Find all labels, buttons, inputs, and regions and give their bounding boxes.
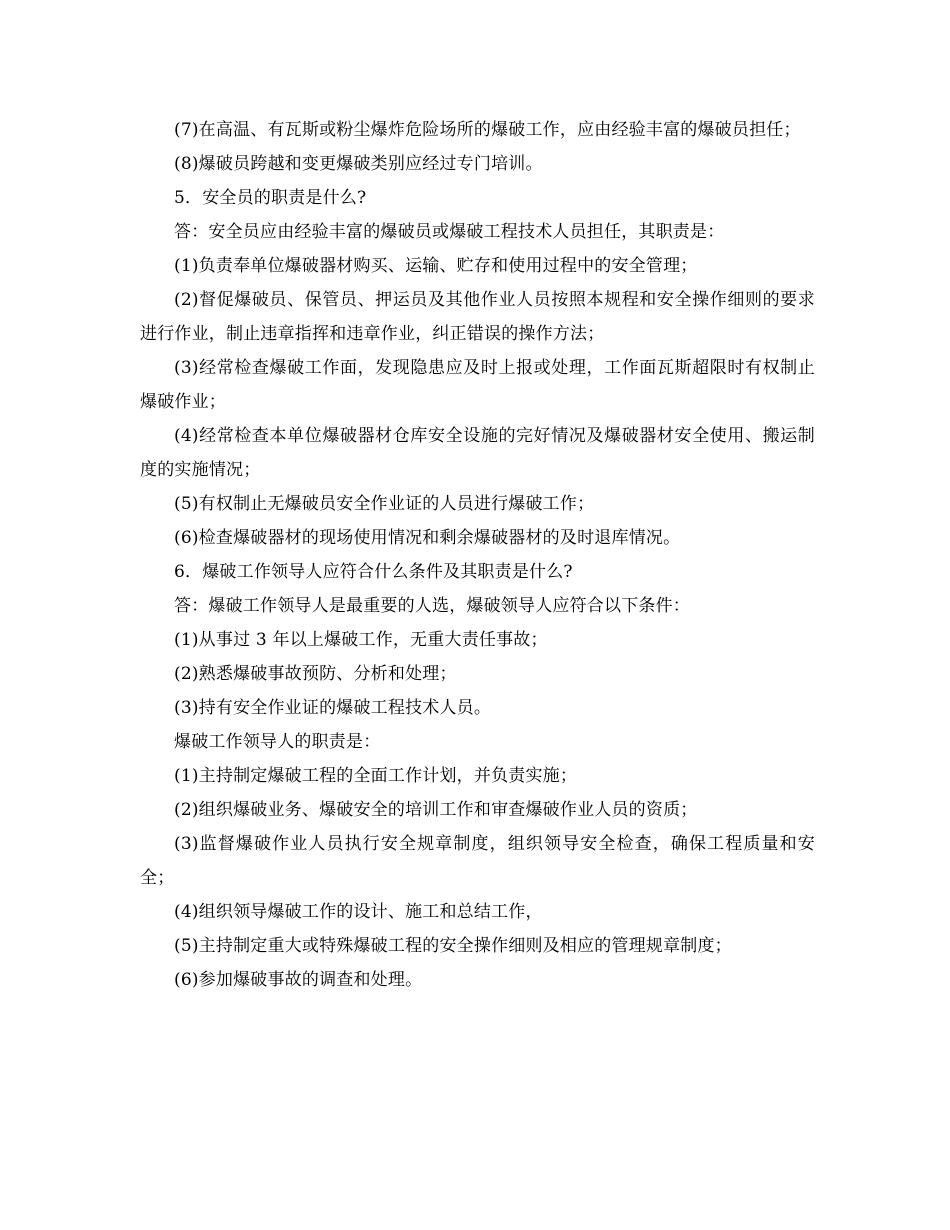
list-item: (4)经常检查本单位爆破器材仓库安全设施的完好情况及爆破器材安全使用、搬运制度的实施情况； xyxy=(140,426,815,480)
list-item: (2)熟悉爆破事故预防、分析和处理； xyxy=(174,664,457,684)
answer-intro: 答：安全员应由经验丰富的爆破员或爆破工程技术人员担任，其职责是： xyxy=(174,222,725,242)
list-item: (5)有权制止无爆破员安全作业证的人员进行爆破工作； xyxy=(174,494,595,514)
paragraph: (8)爆破员跨越和变更爆破类别应经过专门培训。 xyxy=(174,154,543,174)
question-heading: 6．爆破工作领导人应符合什么条件及其职责是什么? xyxy=(174,562,573,582)
list-item: (3)持有安全作业证的爆破工程技术人员。 xyxy=(174,698,492,718)
list-item: (2)督促爆破员、保管员、押运员及其他作业人员按照本规程和安全操作细则的要求进行作业，制止违章指挥和违章作业，纠正错误的操作方法； xyxy=(140,290,815,344)
list-item: (2)组织爆破业务、爆破安全的培训工作和审查爆破作业人员的资质； xyxy=(174,800,698,820)
answer-intro: 答：爆破工作领导人是最重要的人选，爆破领导人应符合以下条件： xyxy=(174,596,690,616)
section-intro: 爆破工作领导人的职责是： xyxy=(174,732,381,752)
document-body xyxy=(140,113,815,997)
list-item: (1)从事过 3 年以上爆破工作，无重大责任事故； xyxy=(174,630,548,650)
list-item: (1)主持制定爆破工程的全面工作计划，并负责实施； xyxy=(174,766,578,786)
list-item: (5)主持制定重大或特殊爆破工程的安全操作细则及相应的管理规章制度； xyxy=(174,936,732,956)
list-item: (3)经常检查爆破工作面，发现隐患应及时上报或处理，工作面瓦斯超限时有权制止爆破作业； xyxy=(140,358,815,412)
list-item: (3)监督爆破作业人员执行安全规章制度，组织领导安全检查，确保工程质量和安全； xyxy=(140,834,815,888)
list-item: (6)参加爆破事故的调查和处理。 xyxy=(174,970,423,990)
question-heading: 5．安全员的职责是什么? xyxy=(174,188,367,208)
list-item: (6)检查爆破器材的现场使用情况和剩余爆破器材的及时退库情况。 xyxy=(174,528,681,548)
paragraph: (7)在高温、有瓦斯或粉尘爆炸危险场所的爆破工作，应由经验丰富的爆破员担任； xyxy=(174,120,801,140)
list-item: (4)组织领导爆破工作的设计、施工和总结工作， xyxy=(174,902,543,922)
list-item: (1)负责奉单位爆破器材购买、运输、贮存和使用过程中的安全管理； xyxy=(174,256,698,276)
